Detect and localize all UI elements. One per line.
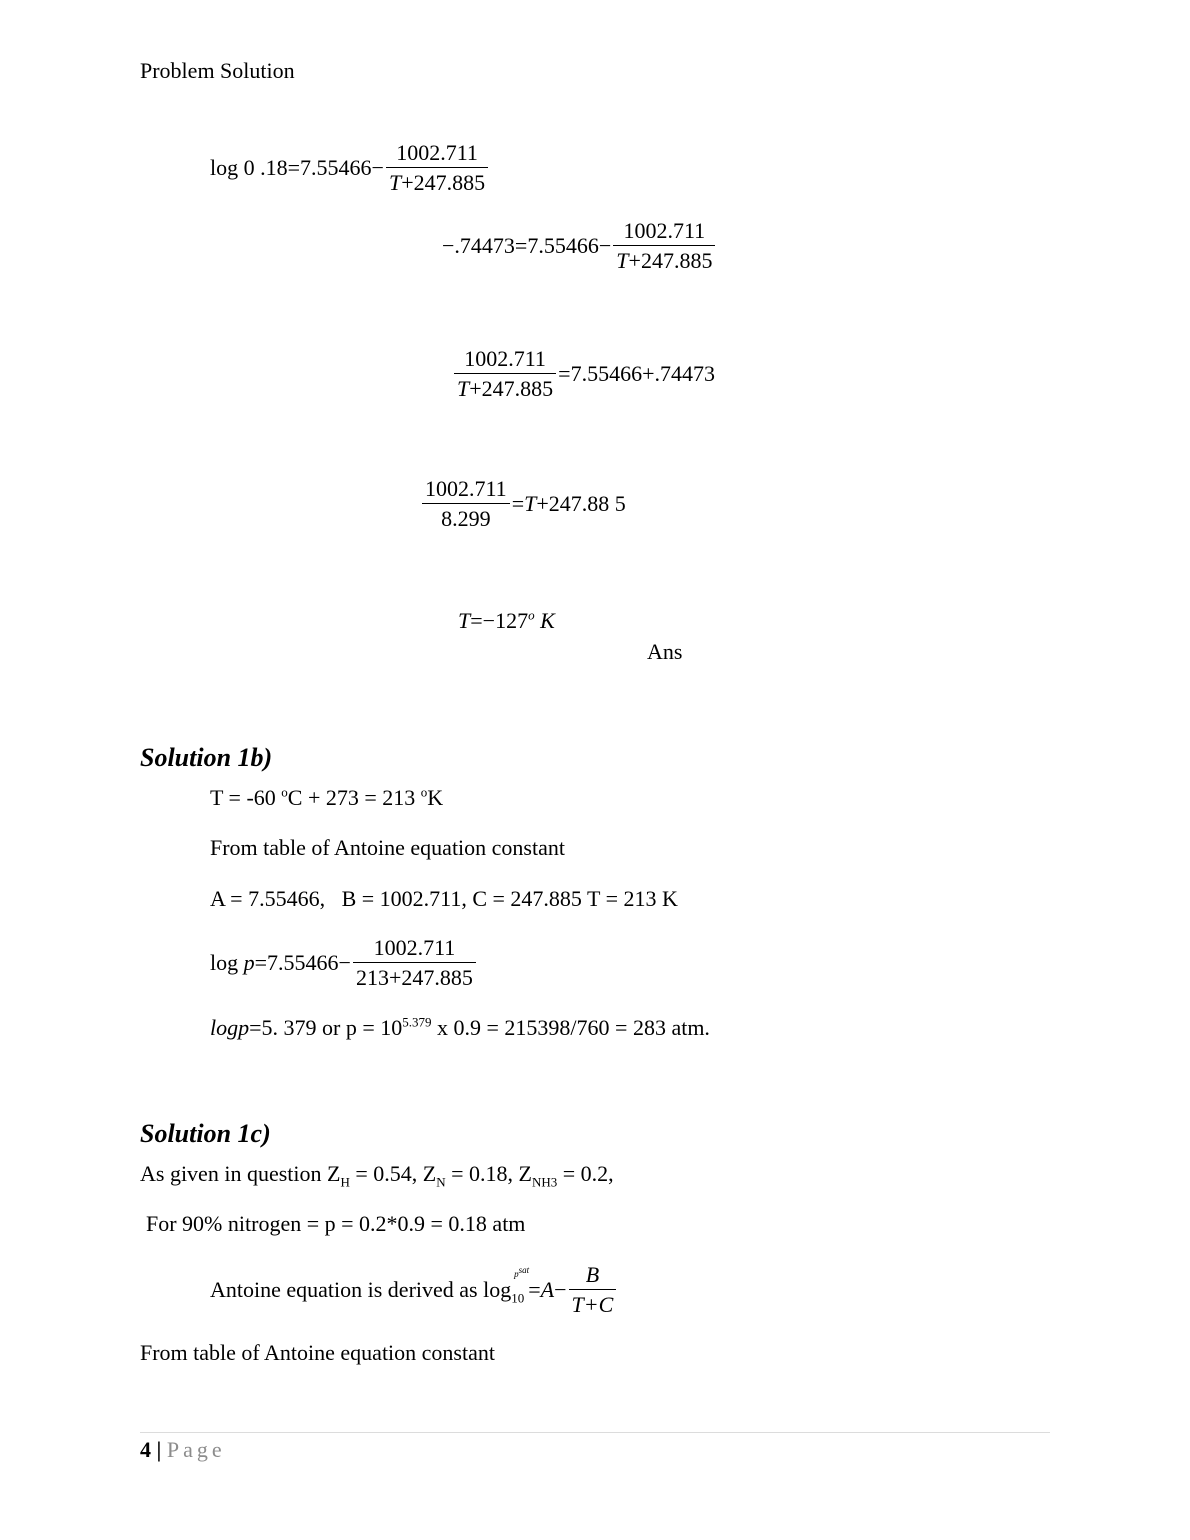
equation-3 bbox=[452, 346, 715, 403]
sol1c-antoine-line: Antoine equation is derived as log $p^{sat}$ $_{10}$ = A − $\frac{B}{T+C}$ bbox=[210, 1262, 618, 1319]
sol1b-table-line: From table of Antoine equation constant bbox=[210, 835, 565, 860]
answer-label: Ans bbox=[647, 639, 683, 664]
sol1b-equation: log p =7.55466− $\frac{1002.711}{213+247.885}$ bbox=[210, 935, 478, 992]
eq1-denominator: T+247.885 bbox=[386, 167, 488, 196]
sol1c-given-line: As given in question $Z_H = 0.54$, $Z_N = 0.18$, $Z_{NH3} = 0.2$, bbox=[140, 1161, 614, 1190]
eq1-numerator: 1002.711 bbox=[396, 140, 478, 165]
sol1c-nitrogen-line: For 90% nitrogen = p = 0.2*0.9 = 0.18 atm bbox=[146, 1211, 526, 1236]
eq4-numerator: 1002.711 bbox=[425, 476, 507, 501]
eq1-minus: − bbox=[371, 155, 384, 181]
sol1b-constants-line: A = 7.55466, B = 1002.711, C = 247.885 T = 213 K bbox=[210, 886, 678, 911]
page-header-title: Problem Solution bbox=[140, 58, 295, 83]
eq2-fraction bbox=[613, 218, 715, 275]
eq1-constant: 7.55466 bbox=[300, 155, 372, 181]
sol1b-fraction: $\frac{1002.711}{213+247.885}$ bbox=[353, 935, 476, 992]
equation-5 bbox=[458, 607, 555, 633]
equation-4 bbox=[420, 476, 626, 533]
page-footer: 4 | Page bbox=[140, 1437, 226, 1462]
eq2-lhs: −.74473 bbox=[442, 233, 515, 259]
eq4-fraction bbox=[422, 476, 510, 533]
antoine-fraction: $\frac{B}{T+C}$ bbox=[569, 1262, 617, 1319]
eq1-fraction bbox=[386, 140, 488, 197]
eq4-rhs: +247.88 5 bbox=[536, 491, 626, 517]
equation-2 bbox=[442, 218, 717, 275]
page-label: Page bbox=[166, 1437, 226, 1462]
solution-1b-heading: Solution 1b) bbox=[140, 743, 273, 772]
eq3-rhs: =7.55466+.74473 bbox=[558, 361, 715, 387]
eq5-variable: T bbox=[458, 608, 471, 633]
eq4-equals: = bbox=[511, 491, 525, 517]
equation-1 bbox=[210, 140, 490, 197]
eq1-equals: = bbox=[287, 155, 301, 181]
footer-divider bbox=[140, 1432, 1050, 1433]
eq5-rhs: =−127 bbox=[470, 608, 529, 633]
eq2-numerator: 1002.711 bbox=[623, 218, 706, 243]
eq2-constant: 7.55466 bbox=[527, 233, 599, 259]
eq5-degree: o bbox=[528, 607, 535, 623]
sol1b-result-line: logp=5. 379 or $p = 10^{5.379}$ x 0.9 = 215398/760 = 283 atm. bbox=[210, 1014, 710, 1040]
sol1b-temperature-line: T = -60 $^o$C + 273 = 213 $^o$K bbox=[210, 784, 444, 810]
eq2-minus: − bbox=[598, 233, 612, 259]
solution-1c-heading: Solution 1c) bbox=[140, 1119, 271, 1148]
page-number: 4 bbox=[140, 1437, 151, 1462]
eq1-lhs: log 0 .18 bbox=[210, 155, 288, 181]
eq2-equals: = bbox=[514, 233, 528, 259]
antoine-log: log $p^{sat}$ $_{10}$ bbox=[483, 1265, 530, 1306]
eq2-denominator: T+247.885 bbox=[613, 245, 715, 274]
eq3-denominator: T+247.885 bbox=[454, 373, 556, 402]
eq4-variable: T bbox=[524, 491, 537, 517]
eq5-unit: K bbox=[540, 608, 555, 633]
eq3-numerator: 1002.711 bbox=[464, 346, 546, 371]
sol1c-table-line: From table of Antoine equation constant bbox=[140, 1340, 495, 1365]
eq4-denominator: 8.299 bbox=[422, 503, 510, 532]
eq3-fraction bbox=[454, 346, 556, 403]
